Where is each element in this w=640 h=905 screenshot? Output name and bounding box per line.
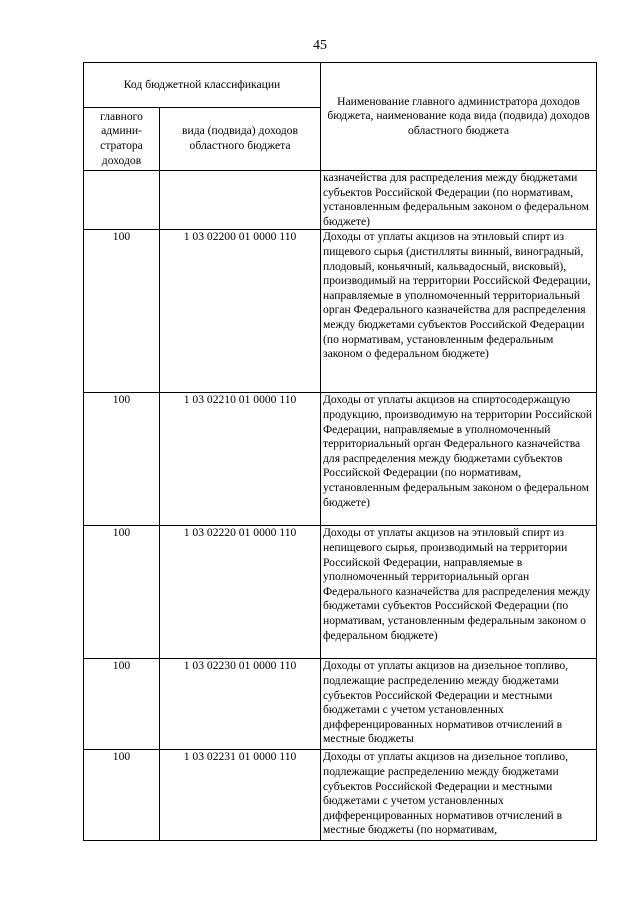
admin-code-cell: 100 bbox=[84, 230, 160, 393]
budget-classification-table bbox=[83, 62, 597, 841]
table-row bbox=[84, 659, 597, 750]
revenue-code-cell: 1 03 02210 01 0000 110 bbox=[160, 393, 321, 526]
revenue-name-cell: Доходы от уплаты акцизов на дизельное топливо, подлежащие распределению между бюджетами субъектов Российской Федерации и местными бюджетами с учетом установленных дифференцированных нормативов отчислений в местные бюджеты (по нормативам, bbox=[321, 750, 597, 841]
admin-code-cell bbox=[84, 171, 160, 230]
revenue-code-cell bbox=[160, 171, 321, 230]
revenue-name-cell: Доходы от уплаты акцизов на этиловый спирт из пищевого сырья (дистилляты винный, виноградный, плодовый, коньячный, кальвадосный, висковый), производимый на территории Российской Федерации, направляемые в уполномоченный территориальный орган Федерального казначейства для распределения между бюджетами субъектов Российской Федерации (по нормативам, установленным федеральным законом о федеральном бюджете) bbox=[321, 230, 597, 393]
page-number: 45 bbox=[313, 38, 327, 53]
header-name-column: Наименование главного администратора доходов бюджета, наименование кода вида (подвида) доходов областного бюджета bbox=[321, 63, 597, 171]
revenue-code-cell: 1 03 02231 01 0000 110 bbox=[160, 750, 321, 841]
table-row bbox=[84, 526, 597, 659]
table-row bbox=[84, 230, 597, 393]
revenue-code-cell: 1 03 02230 01 0000 110 bbox=[160, 659, 321, 750]
admin-code-cell: 100 bbox=[84, 393, 160, 526]
revenue-name-cell: казначейства для распределения между бюджетами субъектов Российской Федерации (по нормативам, установленным федеральным законом о федеральном бюджете) bbox=[321, 171, 597, 230]
revenue-name-cell: Доходы от уплаты акцизов на спиртосодержащую продукцию, производимую на территории Российской Федерации, направляемые в уполномоченный территориальный орган Федерального казначейства для распределения между бюджетами субъектов Российской Федерации (по нормативам, установленным федеральным законом о федеральном бюджете) bbox=[321, 393, 597, 526]
admin-code-cell: 100 bbox=[84, 659, 160, 750]
admin-code-cell: 100 bbox=[84, 750, 160, 841]
header-code-column: вида (подвида) доходов областного бюджета bbox=[160, 108, 321, 171]
admin-code-cell: 100 bbox=[84, 526, 160, 659]
header-admin-column: главного админи-стратора доходов bbox=[84, 108, 160, 171]
table-row bbox=[84, 393, 597, 526]
table-row bbox=[84, 750, 597, 841]
header-code-group: Код бюджетной классификации bbox=[84, 63, 321, 108]
revenue-code-cell: 1 03 02200 01 0000 110 bbox=[160, 230, 321, 393]
revenue-name-cell: Доходы от уплаты акцизов на дизельное топливо, подлежащие распределению между бюджетами субъектов Российской Федерации и местными бюджетами с учетом установленных дифференцированных нормативов отчислений в местные бюджеты bbox=[321, 659, 597, 750]
revenue-code-cell: 1 03 02220 01 0000 110 bbox=[160, 526, 321, 659]
table-row bbox=[84, 171, 597, 230]
revenue-name-cell: Доходы от уплаты акцизов на этиловый спирт из непищевого сырья, производимый на территории Российской Федерации, направляемые в уполномоченный территориальный орган Федерального казначейства для распределения между бюджетами субъектов Российской Федерации (по нормативам, установленным федеральным законом о федеральном бюджете) bbox=[321, 526, 597, 659]
